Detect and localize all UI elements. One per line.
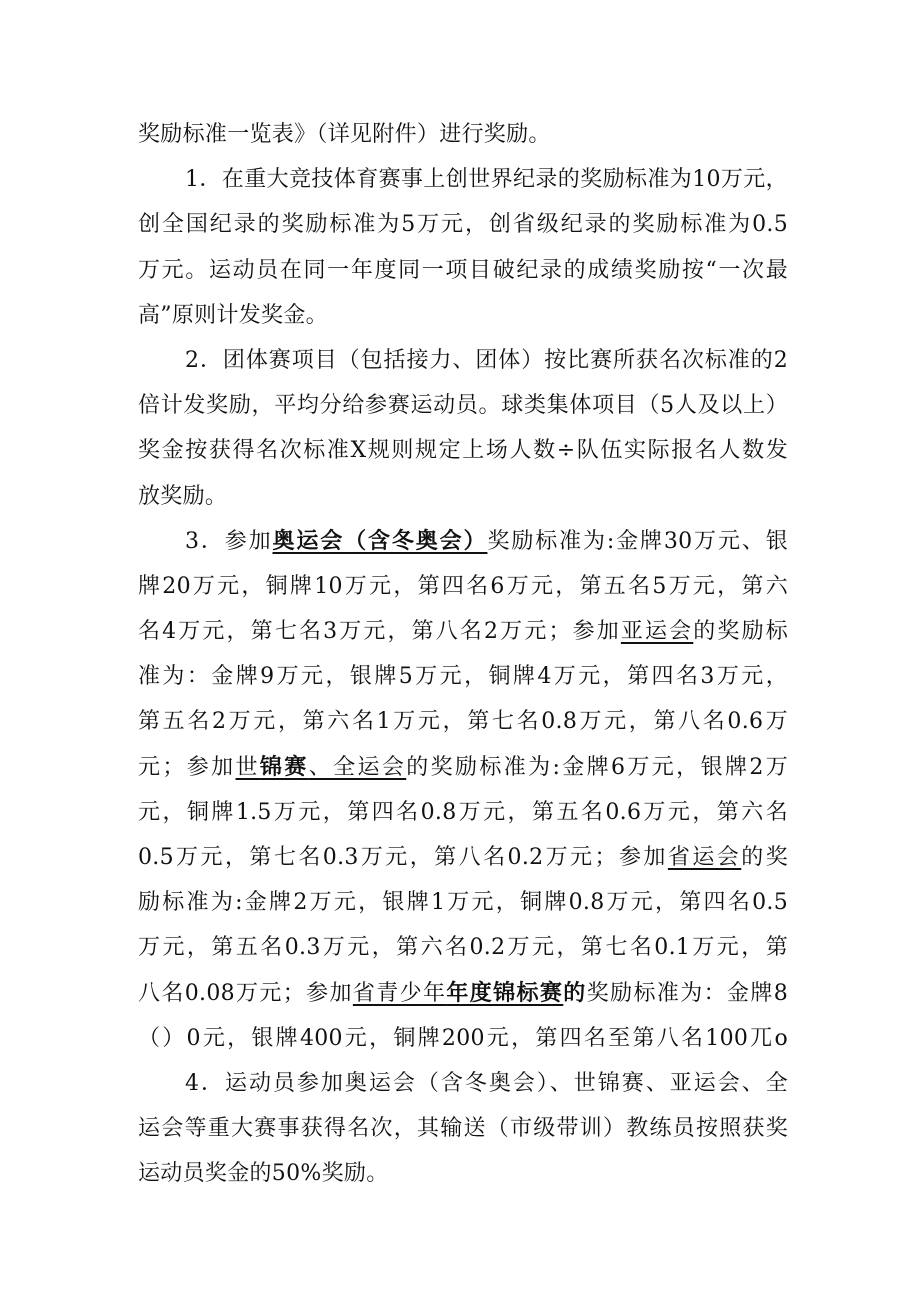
paragraph-3-line-1-text-c: 奖励标准为:金牌30万元、银 [487,528,788,554]
olympics-term: 奥运会（含冬奥会） [272,527,488,554]
world-championships-term-b: 锦赛 [259,753,309,780]
document-page [138,112,788,1197]
provincial-youth-term-b: 年度锦标赛 [446,979,564,1006]
paragraph-3-line-11-text-a: 八名0.08万元；参加 [138,980,353,1006]
paragraph-2-line-3: 奖金按获得名次标准X规则规定上场人数÷队伍实际报名人数发 [138,438,788,464]
paragraph-3-line-7: 元，铜牌1.5万元，第四名0.8万元，第五名0.6万元，第六名 [138,799,788,825]
paragraph-3-line-6-text-e: 的奖励标准为:金牌6万元，银牌2万 [406,754,789,780]
paragraph-3-line-11-text-d: 的 [563,979,587,1006]
paragraph-2-line-2: 倍计发奖励，平均分给参赛运动员。球类集体项目（5人及以上） [138,393,788,419]
paragraph-3-line-10: 万元，第五名0.3万元，第六名0.2万元，第七名0.1万元，第 [138,935,788,961]
paragraph-1-line-4: 高”原则计发奖金。 [138,302,328,328]
national-games-term: 、全运会 [308,754,407,780]
paragraph-3-line-3-text-c: 的奖励标 [693,619,789,645]
paragraph-2-line-4: 放奖励。 [138,483,228,509]
paragraph-3-line-4: 准为：金牌9万元，银牌5万元，铜牌4万元，第四名3万元， [138,664,788,690]
paragraph-3-line-3-text-a: 名4万元，第七名3万元，第八名2万元；参加 [138,619,621,645]
paragraph-2-line-1: 2．团体赛项目（包括接力、团体）按比赛所获名次标准的2 [185,347,788,373]
paragraph-3-line-6-text-a: 元；参加 [138,754,236,780]
paragraph-1-line-1: 1．在重大竞技体育赛事上创世界纪录的奖励标准为10万元， [185,167,788,193]
paragraph-3-line-1 [138,519,788,564]
provincial-games-term: 省运会 [667,845,742,870]
paragraph-4-line-2: 运会等重大赛事获得名次，其输送（市级带训）教练员按照获奖 [138,1116,788,1142]
paragraph-0-line-1: 奖励标准一览表》（详见附件）进行奖励。 [138,122,551,147]
paragraph-4-line-1: 4．运动员参加奥运会（含冬奥会）、世锦赛、亚运会、全 [185,1070,788,1096]
paragraph-3-line-6 [138,745,788,790]
world-championships-term-a: 世 [235,754,260,780]
paragraph-3-line-11-text-e: 奖励标准为：金牌8 [586,980,788,1006]
paragraph-3-line-8 [138,835,788,880]
paragraph-1-line-2: 创全国纪录的奖励标准为5万元，创省级纪录的奖励标准为0.5 [138,212,788,238]
paragraph-3-line-8-text-a: 0.5万元，第七名0.3万元，第八名0.2万元；参加 [138,845,668,870]
paragraph-3-line-11 [138,971,788,1016]
paragraph-3-line-2: 牌20万元，铜牌10万元，第四名6万元，第五名5万元，第六 [138,573,788,599]
paragraph-3-line-5: 第五名2万元，第六名1万元，第七名0.8万元，第八名0.6万 [138,709,788,735]
provincial-youth-term-a: 省青少年 [352,980,447,1006]
paragraph-3-line-9: 励标准为:金牌2万元，银牌1万元，铜牌0.8万元，第四名0.5 [138,890,788,916]
asian-games-term: 亚运会 [620,619,694,645]
paragraph-3-line-1-text-a: 3．参加 [185,528,273,554]
paragraph-3-line-3 [138,609,788,654]
paragraph-4-line-3: 运动员奖金的50%奖励。 [138,1161,389,1187]
paragraph-3-line-8-text-c: 的奖 [741,845,789,870]
paragraph-3-line-12: （）0元，银牌400元，铜牌200元，第四名至第八名100兀o [138,1025,788,1051]
paragraph-1-line-3: 万元。运动员在同一年度同一项目破纪录的成绩奖励按“一次最 [138,257,788,283]
